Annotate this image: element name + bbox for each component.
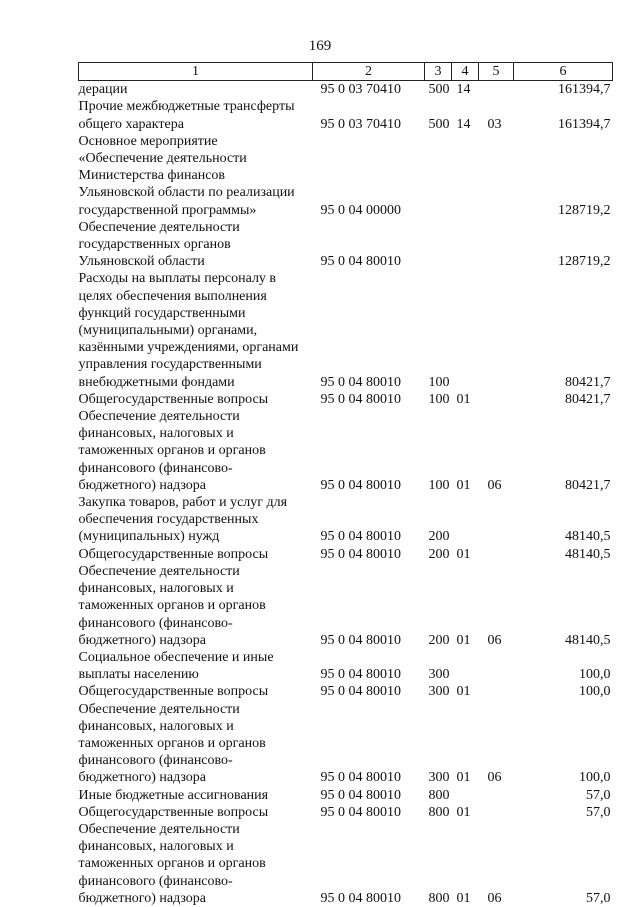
row-rz: 01 (456, 477, 471, 493)
row-kvr: 100 (428, 477, 450, 493)
row-sum: 100,0 (579, 770, 611, 786)
row-kvr (425, 133, 452, 219)
table-row (79, 270, 613, 390)
row-sum: 57,0 (586, 890, 611, 906)
row-kvr: 800 (428, 787, 450, 803)
row-kvr: 800 (428, 804, 450, 820)
row-code: 95 0 04 80010 (320, 546, 401, 562)
row-kvr: 200 (428, 546, 450, 562)
row-pr: 06 (487, 890, 502, 906)
row-rz: 01 (456, 804, 471, 820)
row-pr (479, 649, 514, 683)
row-sum: 161394,7 (558, 82, 611, 98)
table-row (79, 98, 613, 132)
row-sum: 128719,2 (558, 254, 611, 270)
row-name: дерации (78, 82, 128, 98)
row-pr (479, 81, 514, 99)
row-kvr: 200 (428, 529, 450, 545)
table-row (79, 787, 613, 804)
header-col-2: 2 (313, 63, 425, 81)
row-kvr: 300 (428, 667, 450, 683)
row-name: Общегосударственные вопросы (78, 684, 269, 700)
table-row (79, 219, 613, 271)
header-col-3: 3 (425, 63, 452, 81)
row-kvr: 300 (428, 684, 450, 700)
table-body (79, 81, 613, 907)
row-pr (479, 270, 514, 390)
row-sum: 80421,7 (565, 374, 611, 390)
row-sum: 80421,7 (565, 391, 611, 407)
table-row (79, 804, 613, 821)
row-kvr: 300 (428, 770, 450, 786)
row-rz (452, 787, 479, 804)
row-code: 95 0 04 80010 (320, 477, 401, 493)
row-code: 95 0 03 70410 (320, 82, 401, 98)
header-row (79, 63, 613, 81)
row-pr (479, 219, 514, 271)
header-col-6: 6 (514, 63, 613, 81)
row-kvr: 800 (428, 890, 450, 906)
row-pr: 06 (487, 770, 502, 786)
row-rz: 01 (456, 632, 471, 648)
header-col-4: 4 (452, 63, 479, 81)
row-kvr (425, 219, 452, 271)
row-rz (452, 133, 479, 219)
row-rz: 01 (456, 391, 471, 407)
row-code: 95 0 04 00000 (320, 202, 401, 218)
table-row (79, 649, 613, 683)
row-sum: 100,0 (579, 684, 611, 700)
row-name: Закупка товаров, работ и услуг для обеспечения государственных (муниципальных) нужд (78, 495, 288, 545)
row-code: 95 0 04 80010 (320, 804, 401, 820)
row-code: 95 0 04 80010 (320, 391, 401, 407)
row-name: Общегосударственные вопросы (78, 546, 269, 562)
table-row (79, 81, 613, 99)
row-code: 95 0 04 80010 (320, 374, 401, 390)
row-kvr: 500 (428, 116, 450, 132)
row-name: Расходы на выплаты персоналу в целях обеспечения выполнения функций государственными (муниципальными) органами, казёнными учреждениями, органами управления государственными внебюджетными фондами (78, 271, 299, 390)
row-kvr: 100 (428, 391, 450, 407)
table-row (79, 701, 613, 787)
row-rz: 14 (456, 82, 471, 98)
row-pr (479, 683, 514, 700)
row-pr (479, 494, 514, 546)
row-sum: 57,0 (586, 787, 611, 803)
row-pr: 06 (487, 632, 502, 648)
row-pr: 06 (487, 477, 502, 493)
row-code: 95 0 04 80010 (320, 632, 401, 648)
row-rz: 01 (456, 890, 471, 906)
row-kvr: 100 (428, 374, 450, 390)
table-row (79, 821, 613, 907)
header-col-5: 5 (479, 63, 514, 81)
row-name: Общегосударственные вопросы (78, 391, 269, 407)
row-sum: 80421,7 (565, 477, 611, 493)
table-row (79, 133, 613, 219)
row-pr: 03 (487, 116, 502, 132)
page-number: 169 (308, 38, 332, 54)
row-sum: 57,0 (586, 804, 611, 820)
row-kvr: 500 (428, 82, 450, 98)
row-code: 95 0 03 70410 (320, 116, 401, 132)
row-sum: 48140,5 (565, 529, 611, 545)
table-row (79, 408, 613, 494)
header-col-1: 1 (79, 63, 313, 81)
row-pr (479, 787, 514, 804)
row-code: 95 0 04 80010 (320, 254, 401, 270)
row-name: Общегосударственные вопросы (78, 804, 269, 820)
row-sum: 161394,7 (558, 116, 611, 132)
row-code: 95 0 04 80010 (320, 667, 401, 683)
table-row (79, 683, 613, 700)
row-name: Обеспечение деятельности финансовых, налоговых и таможенных органов и органов финансового (финансово-бюджетного) надзора (78, 409, 266, 493)
row-code: 95 0 04 80010 (320, 684, 401, 700)
row-sum: 48140,5 (565, 546, 611, 562)
row-rz: 01 (456, 770, 471, 786)
row-rz (452, 270, 479, 390)
row-name: Обеспечение деятельности финансовых, налоговых и таможенных органов и органов финансового (финансово-бюджетного) надзора (78, 701, 266, 786)
table-row (79, 546, 613, 563)
row-pr (479, 391, 514, 408)
row-code: 95 0 04 80010 (320, 890, 401, 906)
row-name: Обеспечение деятельности государственных органов Ульяновской области (78, 219, 240, 270)
row-name: Социальное обеспечение и иные выплаты населению (78, 649, 274, 683)
table-row (79, 563, 613, 649)
row-pr (479, 133, 514, 219)
row-sum: 128719,2 (558, 202, 611, 218)
budget-table (78, 62, 613, 907)
row-rz: 14 (456, 116, 471, 132)
row-name: Иные бюджетные ассигнования (78, 787, 269, 803)
row-name: Обеспечение деятельности финансовых, налоговых и таможенных органов и органов финансового (финансово-бюджетного) надзора (78, 821, 266, 906)
row-sum: 100,0 (579, 667, 611, 683)
row-rz (452, 494, 479, 546)
row-code: 95 0 04 80010 (320, 529, 401, 545)
row-pr (479, 804, 514, 821)
row-rz: 01 (456, 684, 471, 700)
row-code: 95 0 04 80010 (320, 770, 401, 786)
table-header (79, 63, 613, 81)
row-pr (479, 546, 514, 563)
row-rz (452, 219, 479, 271)
row-name: Обеспечение деятельности финансовых, налоговых и таможенных органов и органов финансового (финансово-бюджетного) надзора (78, 563, 266, 648)
table-row (79, 391, 613, 408)
table-row (79, 494, 613, 546)
row-rz (452, 649, 479, 683)
row-code: 95 0 04 80010 (320, 787, 401, 803)
row-name: Прочие межбюджетные трансферты общего характера (78, 99, 295, 132)
row-kvr: 200 (428, 632, 450, 648)
row-rz: 01 (456, 546, 471, 562)
row-sum: 48140,5 (565, 632, 611, 648)
row-name: Основное мероприятие «Обеспечение деятельности Министерства финансов Ульяновской области по реализации государственной программы» (78, 133, 295, 218)
